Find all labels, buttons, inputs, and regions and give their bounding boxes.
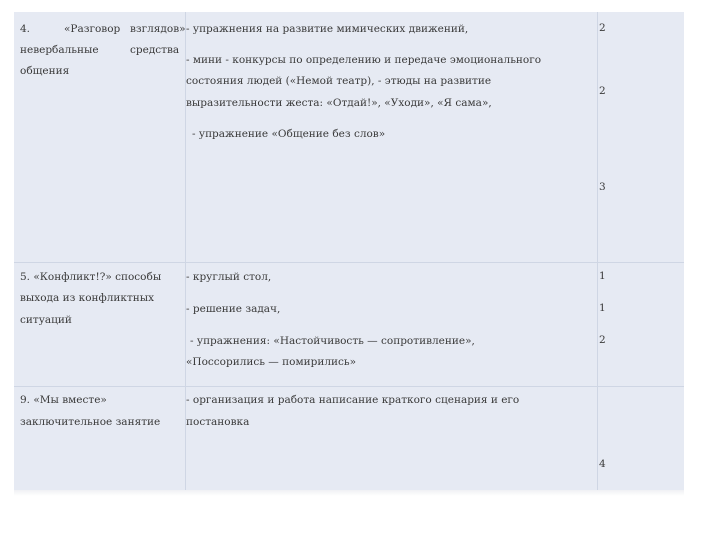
row2-activity-1: - круглый стол, bbox=[186, 271, 272, 283]
row3-activity-2: постановка bbox=[186, 416, 250, 428]
row2-activity-4: «Поссорились — помирились» bbox=[186, 356, 357, 368]
row2-activity-3: - упражнения: «Настойчивость — сопротивление», bbox=[190, 335, 475, 347]
row2-hours-3: 2 bbox=[599, 334, 606, 346]
row-divider-1 bbox=[14, 262, 684, 263]
row1-topic-number: 4. bbox=[20, 23, 31, 35]
row1-activity-4: выразительности жеста: «Отдай!», «Уходи», «Я сама», bbox=[186, 97, 492, 109]
row3-activity-1: - организация и работа написание краткого сценария и его bbox=[186, 394, 520, 406]
row2-activity-2: - решение задач, bbox=[186, 303, 281, 315]
row1-activity-1: - упражнения на развитие мимических движений, bbox=[186, 23, 469, 35]
row1-topic-word2: взглядов» bbox=[130, 23, 186, 35]
row2-topic-line3: ситуаций bbox=[20, 314, 72, 326]
row1-activity-5: - упражнение «Общение без слов» bbox=[192, 128, 386, 140]
row1-hours-3: 3 bbox=[599, 181, 606, 193]
program-table bbox=[14, 12, 684, 490]
row-divider-2 bbox=[14, 386, 684, 387]
row1-activity-3: состояния людей («Немой театр), - этюды на развитие bbox=[186, 75, 492, 87]
row2-topic-line2: выхода из конфликтных bbox=[20, 292, 155, 304]
row3-topic-line2: заключительное занятие bbox=[20, 416, 161, 428]
row1-activity-2: - мини - конкурсы по определению и передаче эмоционального bbox=[186, 54, 542, 66]
row2-hours-2: 1 bbox=[599, 302, 606, 314]
row1-hours-1: 2 bbox=[599, 22, 606, 34]
row1-hours-2: 2 bbox=[599, 85, 606, 97]
row1-topic-word1: «Разговор bbox=[64, 23, 121, 35]
column-divider-2 bbox=[597, 12, 598, 490]
row2-hours-1: 1 bbox=[599, 270, 606, 282]
row1-topic-word5: общения bbox=[20, 65, 70, 77]
table-shadow bbox=[14, 490, 684, 496]
row3-hours-1: 4 bbox=[599, 458, 606, 470]
row3-topic-line1: 9. «Мы вместе» bbox=[20, 394, 107, 406]
row1-topic-word4: средства bbox=[130, 44, 180, 56]
row1-topic-word3: невербальные bbox=[20, 44, 99, 56]
row2-topic-line1: 5. «Конфликт!?» способы bbox=[20, 271, 162, 283]
